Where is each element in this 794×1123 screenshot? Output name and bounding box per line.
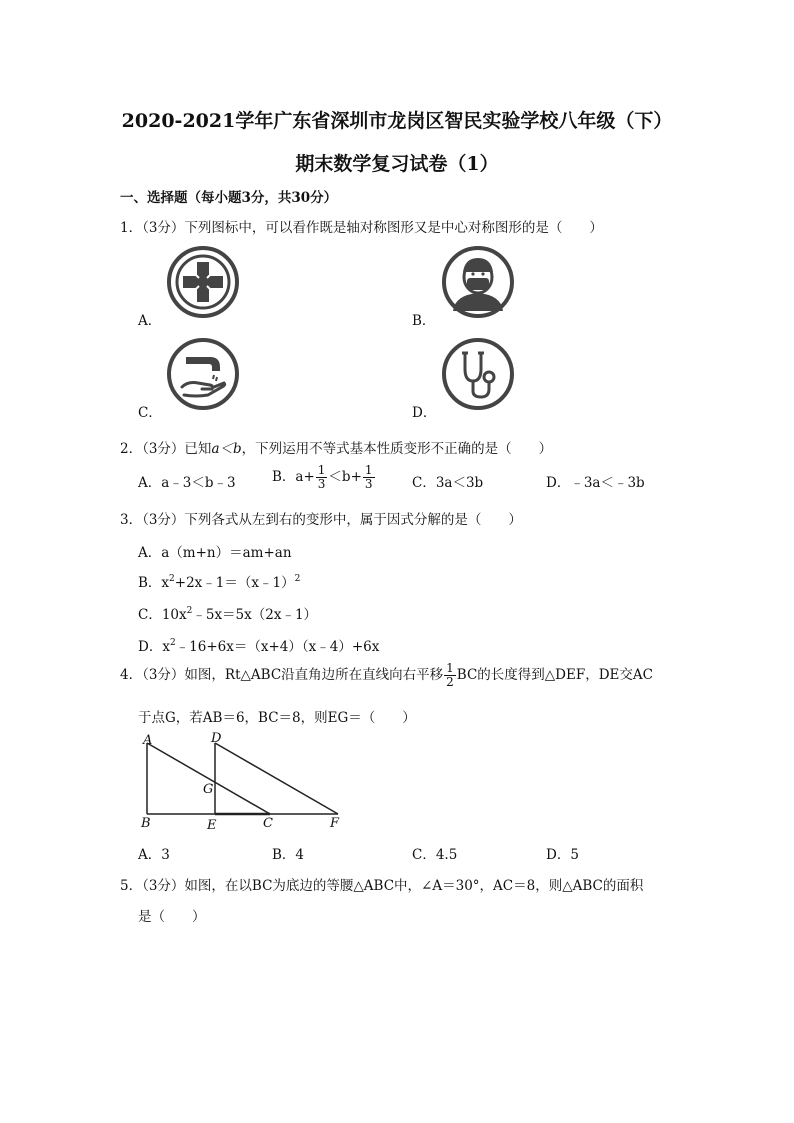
point-label-a: A bbox=[143, 733, 153, 748]
stethoscope-icon bbox=[441, 337, 515, 411]
q3-option-c: C．$10x^2﹣5x=5x(2x﹣1)$ bbox=[138, 606, 318, 623]
fraction: $\frac{1}{2}$ bbox=[446, 661, 454, 689]
point-label-f: F bbox=[330, 816, 340, 831]
q2-option-a: A．a﹣3＜b﹣3 bbox=[138, 475, 236, 491]
point-label-c: C bbox=[263, 816, 273, 831]
point-label-e: E bbox=[207, 818, 217, 833]
q2-option-c: C．3a＜3b bbox=[412, 475, 484, 491]
q3-option-a: A．a（m+n）＝am+an bbox=[138, 545, 292, 561]
q4-option-d: D．5 bbox=[546, 847, 579, 863]
page-subtitle: 期末数学复习试卷（1） bbox=[295, 153, 499, 175]
q4-option-a: A．3 bbox=[138, 847, 170, 863]
question-1-stem: 1．（3分）下列图标中，可以看作既是轴对称图形又是中心对称图形的是（ ） bbox=[120, 220, 603, 236]
hand-washing-icon bbox=[166, 337, 240, 411]
q1-option-c-label: C． bbox=[138, 405, 162, 421]
triangle-translation-diagram bbox=[130, 730, 360, 835]
question-5-stem-line2: 是（ ） bbox=[138, 909, 206, 925]
q4-option-c: C．4.5 bbox=[412, 847, 458, 863]
q1-option-a-label: A． bbox=[138, 313, 162, 329]
masked-face-icon bbox=[441, 245, 515, 319]
fraction: $\frac{1}{3}$ bbox=[364, 463, 373, 491]
question-3-stem: 3．（3分）下列各式从左到右的变形中，属于因式分解的是（ ） bbox=[120, 512, 522, 528]
question-4-stem: 4．（3分）如图，Rt△ABC沿直角边所在直线向右平移 $\frac{1}{2}$ BC的长度得到△DEF，DE交AC bbox=[120, 661, 653, 689]
q1-option-b-label: B． bbox=[412, 313, 436, 329]
page-title: 2020-2021学年广东省深圳市龙岗区智民实验学校八年级（下） bbox=[121, 110, 673, 132]
q1-option-d-label: D． bbox=[412, 405, 437, 421]
q3-option-d: D．$x^2﹣16+6x=(x+4)(x﹣4)+6x$ bbox=[138, 638, 380, 655]
question-5-stem: 5．（3分）如图，在以BC为底边的等腰△ABC中，∠A＝30°，AC＝8，则△ABC的面积 bbox=[120, 878, 644, 894]
section-heading: 一、选择题（每小题3分，共30分） bbox=[120, 190, 338, 206]
question-4-stem-line2: 于点G，若AB＝6，BC＝8，则EG＝（ ） bbox=[138, 710, 416, 726]
question-2-stem: 2．（3分）已知a＜b，下列运用不等式基本性质变形不正确的是（ ） bbox=[120, 441, 553, 457]
q2-option-d: D．﹣3a＜﹣3b bbox=[546, 475, 645, 491]
point-label-b: B bbox=[141, 816, 151, 831]
point-label-d: D bbox=[211, 731, 222, 746]
q3-option-b: B．$x^2+2x﹣1=(x﹣1)^2$ bbox=[138, 574, 301, 591]
medical-cross-icon bbox=[166, 245, 240, 319]
fraction: $\frac{1}{3}$ bbox=[317, 463, 326, 491]
point-label-g: G bbox=[203, 782, 214, 797]
q4-option-b: B．4 bbox=[272, 847, 305, 863]
q2-option-b: B．a+ $\frac{1}{3}$ ＜b+ $\frac{1}{3}$ bbox=[272, 463, 373, 491]
